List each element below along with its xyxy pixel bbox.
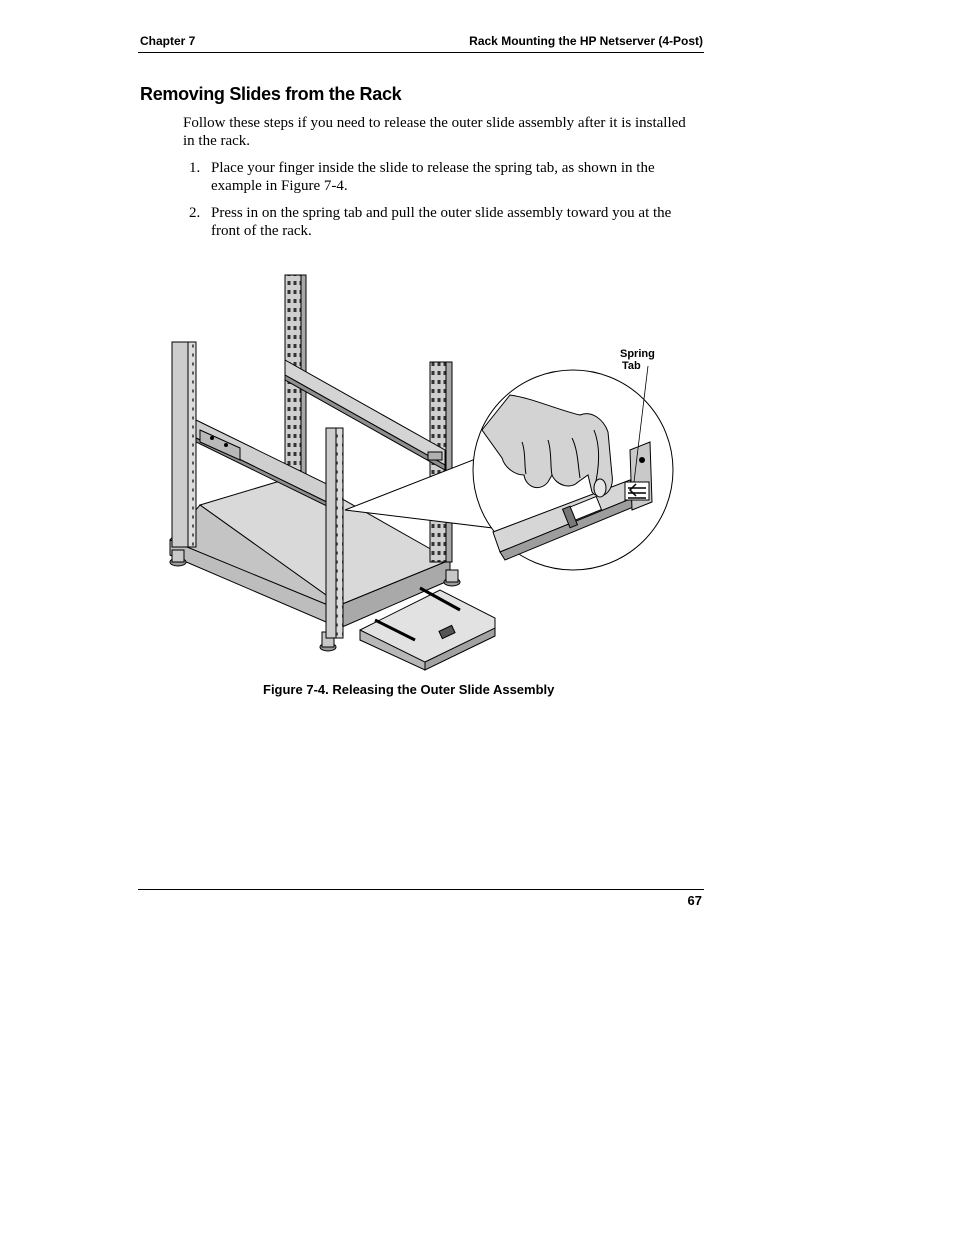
footer-rule xyxy=(138,889,704,890)
rack-post-front-left xyxy=(172,342,196,547)
step-number: 2. xyxy=(189,205,201,221)
rack-post-front-right xyxy=(326,428,343,638)
callout-label-line2: Tab xyxy=(622,360,641,372)
slide-rail-back xyxy=(285,360,445,470)
running-header-title: Rack Mounting the HP Netserver (4-Post) xyxy=(469,34,703,48)
step-text: Place your finger inside the slide to release the spring tab, as shown in the example in Figure 7-4. xyxy=(211,160,655,194)
rack-illustration xyxy=(160,270,680,675)
step-number: 1. xyxy=(189,160,201,176)
detail-inset xyxy=(473,370,673,570)
callout-label-line1: Spring xyxy=(620,348,655,360)
section-title: Removing Slides from the Rack xyxy=(140,84,402,104)
intro-paragraph: Follow these steps if you need to release the outer slide assembly after it is installed in the rack. xyxy=(183,115,686,149)
running-header-chapter: Chapter 7 xyxy=(140,34,196,48)
figure-caption: Figure 7-4. Releasing the Outer Slide Assembly xyxy=(263,682,555,697)
page-number: 67 xyxy=(687,893,702,908)
step-text: Press in on the spring tab and pull the outer slide assembly toward you at the front of the rack. xyxy=(211,205,672,239)
header-rule xyxy=(138,52,704,53)
